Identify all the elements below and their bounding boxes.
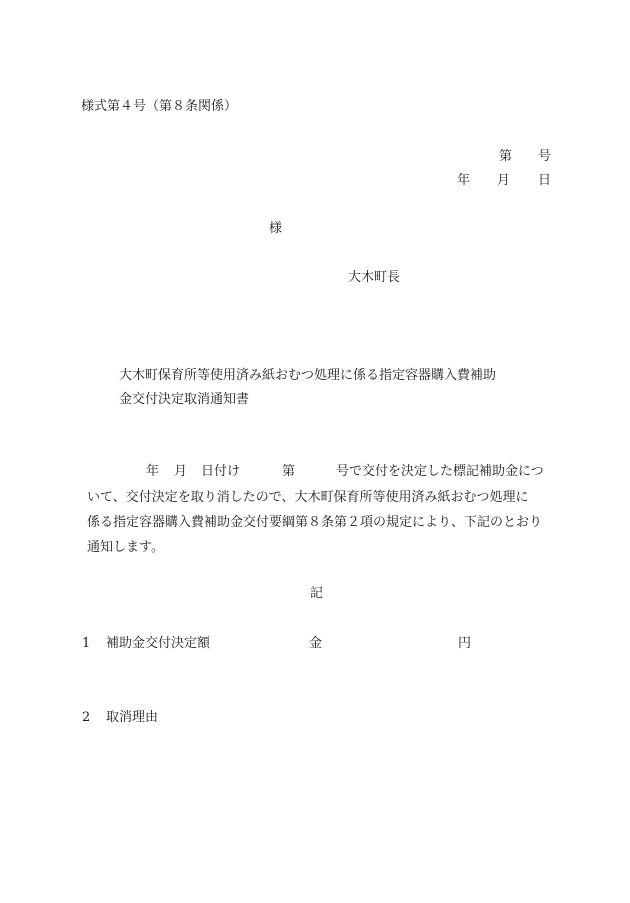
item-2-label: 取消理由 <box>106 710 159 725</box>
body-date-day-suffix: 日付け <box>201 464 241 479</box>
form-number: 様式第４号（第８条関係） <box>81 99 238 114</box>
body-line1-rest: 号で交付を決定した標記補助金につ <box>336 464 544 479</box>
document-title-line1: 大木町保育所等使用済み紙おむつ処理に係る指定容器購入費補助 <box>119 368 497 383</box>
date-year: 年 <box>457 173 471 188</box>
notice-ki: 記 <box>310 586 324 601</box>
document-title-line2: 金交付決定取消通知書 <box>119 392 250 407</box>
body-line4: 通知します。 <box>87 540 164 555</box>
body-number-dai: 第 <box>282 464 296 479</box>
body-line2: いて、交付決定を取り消したので、大木町保育所等使用済み紙おむつ処理に <box>87 490 529 505</box>
date-day: 日 <box>538 173 552 188</box>
item-2-number: 2 <box>82 710 91 725</box>
body-date-year: 年 <box>146 464 160 479</box>
doc-number-dai: 第 <box>499 149 513 164</box>
date-month: 月 <box>497 173 511 188</box>
item-1-currency-prefix: 金 <box>309 636 323 651</box>
addressee-honorific: 様 <box>269 221 283 236</box>
doc-number-go: 号 <box>538 149 552 164</box>
body-line3: 係る指定容器購入費補助金交付要綱第８条第２項の規定により、下記のとおり <box>87 515 543 530</box>
body-date-month: 月 <box>174 464 188 479</box>
sender-title: 大木町長 <box>348 270 401 285</box>
item-1-number: 1 <box>82 636 91 651</box>
item-1-label: 補助金交付決定額 <box>106 636 211 651</box>
item-1-currency-suffix: 円 <box>458 636 472 651</box>
